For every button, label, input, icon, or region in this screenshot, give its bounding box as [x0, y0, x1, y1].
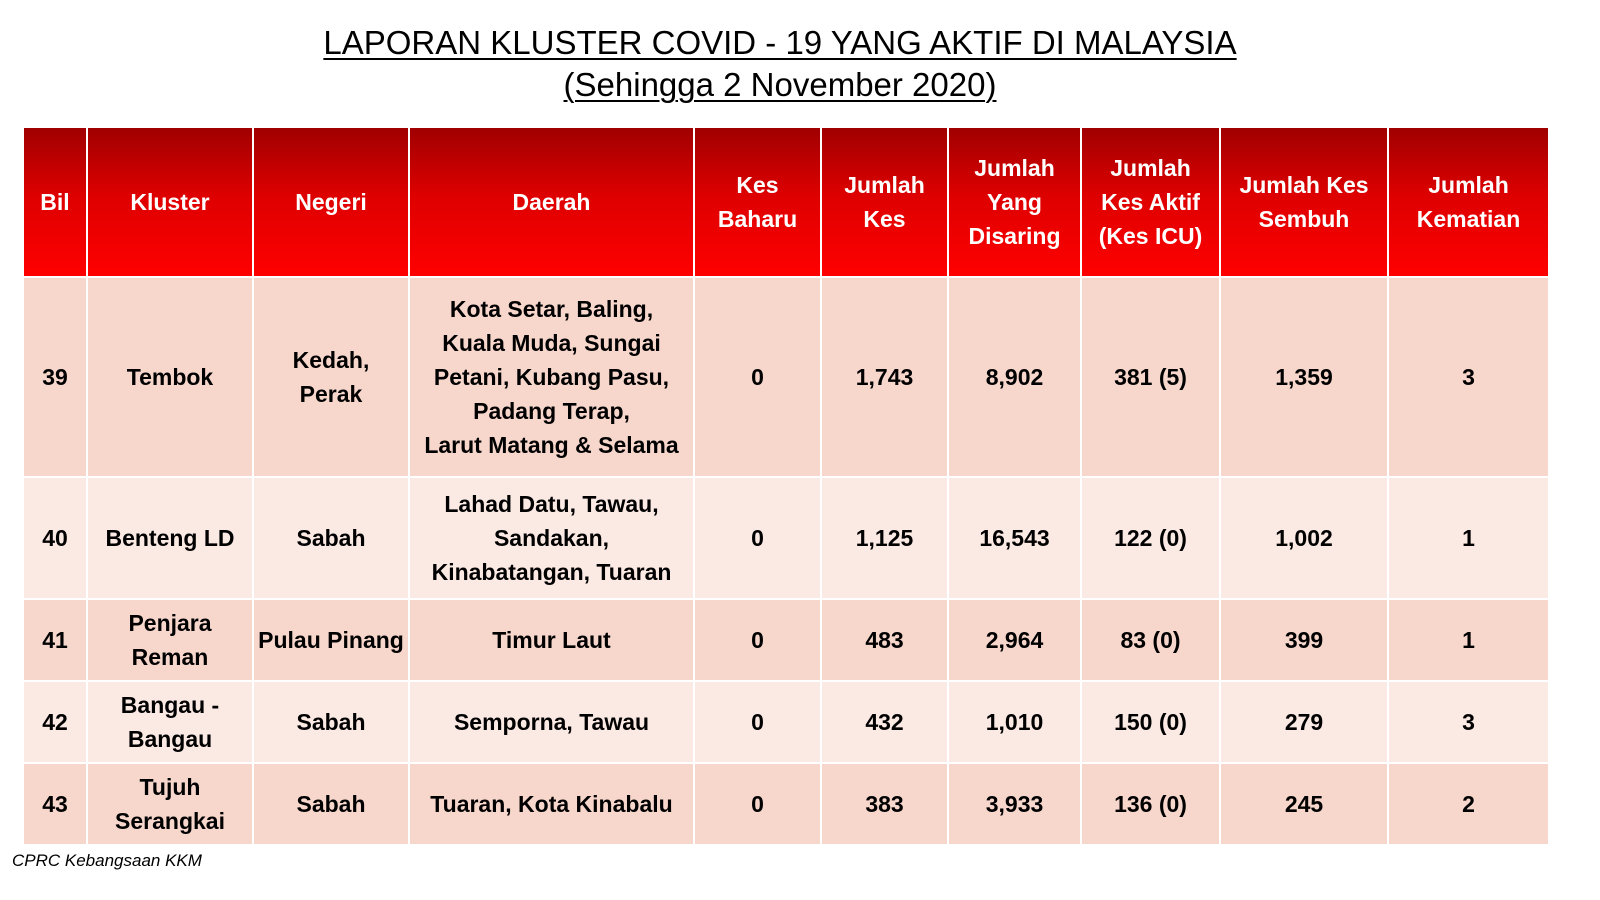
cell-kes-baharu: 0: [694, 681, 821, 763]
table-row: [23, 477, 1549, 599]
cell-daerah: [409, 681, 694, 763]
cell-daerah: [409, 477, 694, 599]
header-line: Jumlah Kes: [1239, 172, 1369, 198]
cell-kes-baharu: 0: [694, 763, 821, 845]
cell-line: Kinabatangan, Tuaran: [431, 559, 672, 585]
header-line: Jumlah: [1428, 172, 1509, 198]
cell-kes-baharu: 0: [694, 477, 821, 599]
cell-kes-aktif: 136 (0): [1081, 763, 1220, 845]
cell-kluster: [87, 681, 253, 763]
header-bil: [23, 127, 87, 277]
table-row: [23, 599, 1549, 681]
source-note: CPRC Kebangsaan KKM: [12, 851, 202, 870]
table-row: [23, 277, 1549, 477]
cell-kematian: 3: [1388, 277, 1549, 477]
cell-line: Padang Terap,: [473, 398, 630, 424]
cell-kluster: [87, 599, 253, 681]
report-title-line-1: LAPORAN KLUSTER COVID - 19 YANG AKTIF DI MALAYSIA: [323, 24, 1237, 61]
cell-line: Penjara: [128, 610, 212, 636]
cell-kluster: [87, 763, 253, 845]
cell-daerah: [409, 763, 694, 845]
cell-kes-sembuh: 1,002: [1220, 477, 1388, 599]
header-negeri-label: Negeri: [295, 189, 367, 215]
cell-kes-sembuh: 1,359: [1220, 277, 1388, 477]
cell-kematian: 3: [1388, 681, 1549, 763]
cell-jumlah-disaring: 1,010: [948, 681, 1081, 763]
cell-negeri: [253, 477, 409, 599]
header-line: Kes Aktif: [1101, 189, 1200, 215]
cell-line: Petani, Kubang Pasu,: [433, 364, 670, 390]
cell-line: Sabah: [296, 791, 366, 817]
cell-kes-aktif: 381 (5): [1081, 277, 1220, 477]
cell-jumlah-disaring: 2,964: [948, 599, 1081, 681]
cell-bil: 42: [23, 681, 87, 763]
cell-line: Timur Laut: [492, 627, 611, 653]
header-kes-aktif: [1081, 127, 1220, 277]
cell-bil: 41: [23, 599, 87, 681]
cell-line: Tuaran, Kota Kinabalu: [430, 791, 673, 817]
cell-line: Lahad Datu, Tawau,: [444, 491, 659, 517]
cell-line: Semporna, Tawau: [453, 709, 650, 735]
cell-line: Benteng LD: [105, 525, 235, 551]
cell-bil: 39: [23, 277, 87, 477]
header-line: Baharu: [717, 206, 798, 232]
table-row: [23, 681, 1549, 763]
table-header: [23, 127, 1549, 277]
cell-line: Tujuh: [139, 774, 201, 800]
header-kluster-label: Kluster: [130, 189, 210, 215]
cell-negeri: [253, 763, 409, 845]
cell-daerah: [409, 599, 694, 681]
cell-kes-sembuh: 279: [1220, 681, 1388, 763]
cell-jumlah-disaring: 8,902: [948, 277, 1081, 477]
header-kluster: [87, 127, 253, 277]
cluster-table: [22, 126, 1550, 846]
cell-jumlah-disaring: 16,543: [948, 477, 1081, 599]
cell-kluster: [87, 277, 253, 477]
cell-line: Kota Setar, Baling,: [449, 296, 654, 322]
cell-daerah: [409, 277, 694, 477]
cell-line: Sabah: [296, 709, 366, 735]
header-line: Sembuh: [1258, 206, 1350, 232]
header-kes-sembuh: [1220, 127, 1388, 277]
cell-line: Sandakan,: [493, 525, 610, 551]
cell-jumlah-kes: 1,125: [821, 477, 948, 599]
report-title: [0, 22, 1560, 106]
cell-kematian: 2: [1388, 763, 1549, 845]
cell-jumlah-kes: 483: [821, 599, 948, 681]
header-line: Kes: [863, 206, 906, 232]
header-kes-baharu: [694, 127, 821, 277]
cell-jumlah-kes: 1,743: [821, 277, 948, 477]
table-body: [23, 277, 1549, 845]
cell-kes-aktif: 122 (0): [1081, 477, 1220, 599]
cell-jumlah-kes: 383: [821, 763, 948, 845]
header-line: Kematian: [1416, 206, 1521, 232]
report-title-line-2: (Sehingga 2 November 2020): [563, 66, 997, 103]
cell-line: Kuala Muda, Sungai: [442, 330, 661, 356]
header-line: Jumlah: [844, 172, 925, 198]
cell-kes-aktif: 150 (0): [1081, 681, 1220, 763]
cell-negeri: [253, 277, 409, 477]
cell-line: Tembok: [126, 364, 214, 390]
cell-kes-aktif: 83 (0): [1081, 599, 1220, 681]
cell-jumlah-disaring: 3,933: [948, 763, 1081, 845]
table-row: [23, 763, 1549, 845]
header-negeri: [253, 127, 409, 277]
cell-kes-baharu: 0: [694, 599, 821, 681]
cell-kes-sembuh: 245: [1220, 763, 1388, 845]
header-line: Kes: [736, 172, 779, 198]
cell-kluster: [87, 477, 253, 599]
cell-line: Bangau: [127, 726, 213, 752]
cell-line: Kedah,: [292, 347, 370, 373]
cell-kes-baharu: 0: [694, 277, 821, 477]
header-row: [23, 127, 1549, 277]
header-jumlah-disaring: [948, 127, 1081, 277]
cell-line: Bangau -: [120, 692, 220, 718]
cell-kematian: 1: [1388, 599, 1549, 681]
cell-kes-sembuh: 399: [1220, 599, 1388, 681]
header-jumlah-kes: [821, 127, 948, 277]
header-line: Yang: [987, 189, 1042, 215]
cell-line: Reman: [131, 644, 209, 670]
header-bil-label: Bil: [40, 189, 70, 215]
cell-line: Larut Matang & Selama: [424, 432, 679, 458]
cell-jumlah-kes: 432: [821, 681, 948, 763]
header-line: Disaring: [968, 223, 1061, 249]
header-line: (Kes ICU): [1098, 223, 1203, 249]
header-daerah: [409, 127, 694, 277]
cell-negeri: [253, 681, 409, 763]
header-daerah-label: Daerah: [512, 189, 591, 215]
header-line: Jumlah: [974, 155, 1055, 181]
cell-bil: 40: [23, 477, 87, 599]
cell-line: Sabah: [296, 525, 366, 551]
cell-kematian: 1: [1388, 477, 1549, 599]
cell-line: Perak: [299, 381, 363, 407]
cell-negeri: [253, 599, 409, 681]
cell-bil: 43: [23, 763, 87, 845]
cell-line: Pulau Pinang: [258, 627, 404, 653]
cell-line: Serangkai: [115, 808, 225, 834]
header-line: Jumlah: [1110, 155, 1191, 181]
header-kematian: [1388, 127, 1549, 277]
